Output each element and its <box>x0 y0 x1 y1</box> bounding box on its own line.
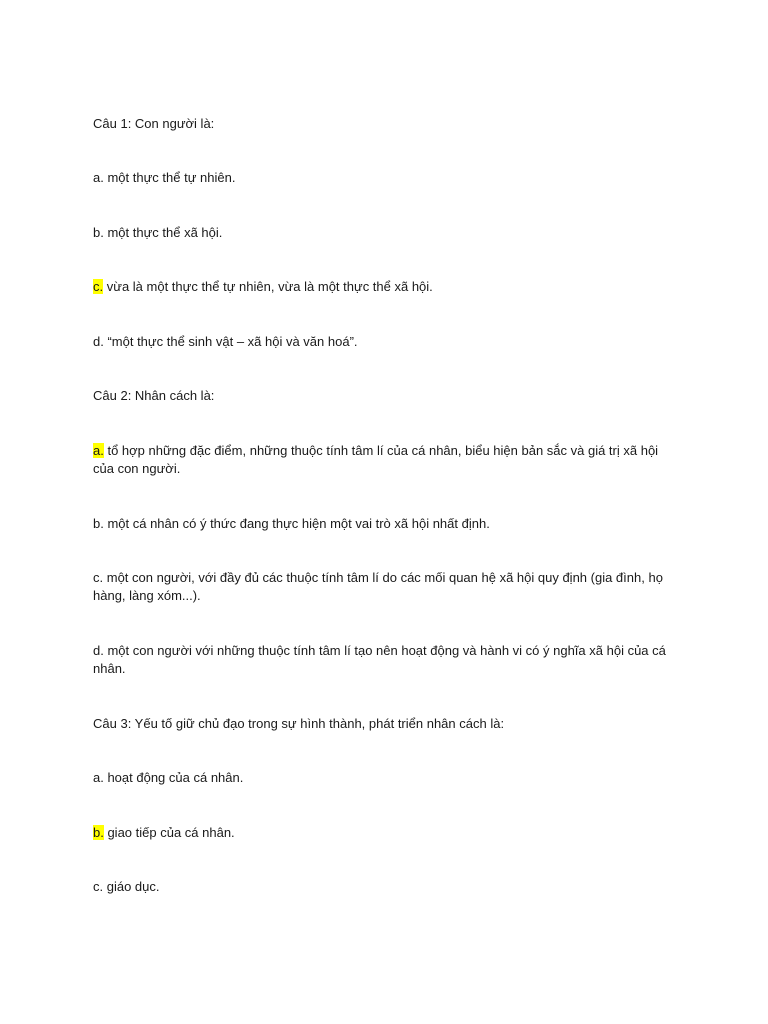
question-1-option-c <box>93 278 673 296</box>
option-text: một con người, với đầy đủ các thuộc tính tâm lí do các mối quan hệ xã hội quy định (gia đình, họ hàng, làng xóm...). <box>93 570 663 603</box>
option-letter: a. <box>93 770 104 785</box>
question-1-title: Câu 1: Con người là: <box>93 116 215 131</box>
option-letter: b. <box>93 516 104 531</box>
highlighted-answer-letter: c. <box>93 279 104 294</box>
question-2-option-c <box>93 569 673 605</box>
option-text: hoạt động của cá nhân. <box>103 770 244 785</box>
option-letter: a. <box>93 170 104 185</box>
option-letter: b. <box>93 225 104 240</box>
option-letter: c. <box>93 879 104 894</box>
option-text: tổ hợp những đặc điểm, những thuộc tính tâm lí của cá nhân, biểu hiện bản sắc và giá trị xã hội của con người. <box>93 443 659 476</box>
question-1-option-b <box>93 224 673 242</box>
question-3-option-c <box>93 878 673 896</box>
question-2-option-a <box>93 442 673 478</box>
question-2-option-d <box>93 642 673 678</box>
option-text: một con người với những thuộc tính tâm lí tạo nên hoạt động và hành vi có ý nghĩa xã hội của cá nhân. <box>93 643 666 676</box>
question-3-title: Câu 3: Yếu tố giữ chủ đạo trong sự hình thành, phát triển nhân cách là: <box>93 716 505 731</box>
option-text: vừa là một thực thể tự nhiên, vừa là một thực thể xã hội. <box>103 279 433 294</box>
option-text: một cá nhân có ý thức đang thực hiện một vai trò xã hội nhất định. <box>103 516 490 531</box>
highlighted-answer-letter: a. <box>93 443 104 458</box>
option-text: giao tiếp của cá nhân. <box>103 825 235 840</box>
option-letter: c. <box>93 570 104 585</box>
question-1-option-d <box>93 333 673 351</box>
option-text: giáo dục. <box>103 879 160 894</box>
question-2-title: Câu 2: Nhân cách là: <box>93 388 215 403</box>
option-letter: d. <box>93 643 104 658</box>
highlighted-answer-letter: b. <box>93 825 104 840</box>
question-3-option-b <box>93 824 673 842</box>
question-3-option-a <box>93 769 673 787</box>
option-text: “một thực thể sinh vật – xã hội và văn hoá”. <box>103 334 358 349</box>
option-text: một thực thể tự nhiên. <box>103 170 236 185</box>
option-text: một thực thể xã hội. <box>103 225 223 240</box>
question-1-option-a <box>93 169 673 187</box>
option-letter: d. <box>93 334 104 349</box>
question-2-option-b <box>93 515 673 533</box>
